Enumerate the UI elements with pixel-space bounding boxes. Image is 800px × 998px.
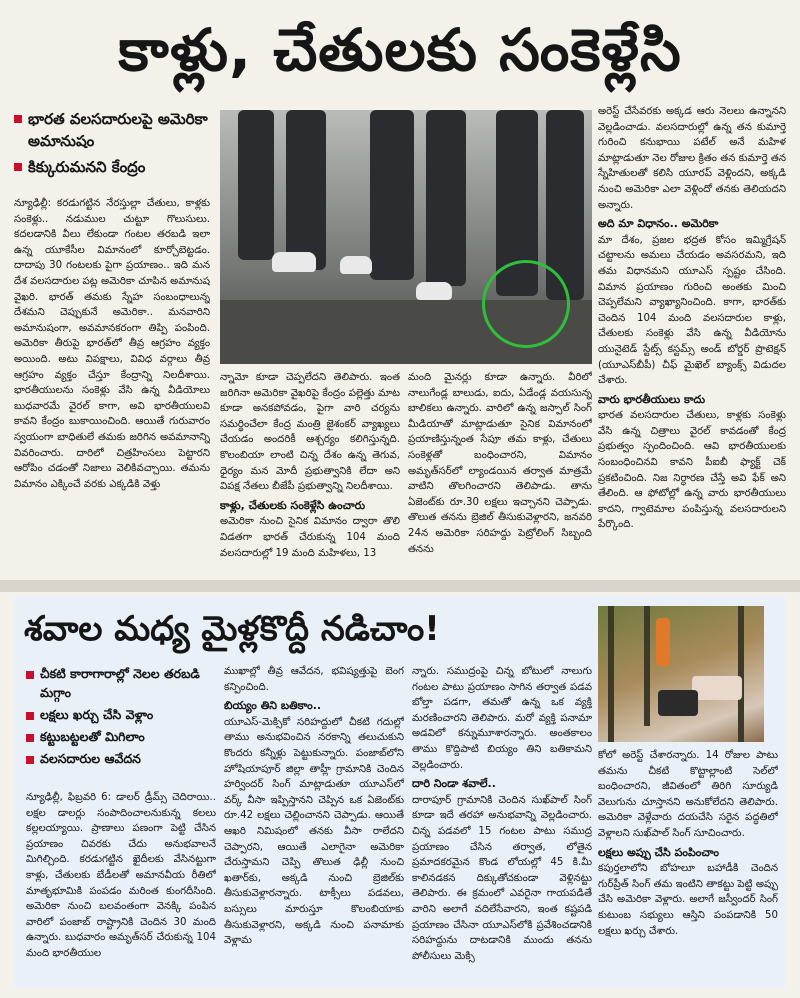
story1-column-3 <box>408 370 592 574</box>
photo-person <box>692 676 742 700</box>
bullet-text: వలసదారుల ఆవేదన <box>40 751 141 766</box>
photo-person <box>656 618 670 666</box>
subheading: బియ్యం తిని బతికాం.. <box>224 699 322 713</box>
highlight-circle <box>482 260 570 348</box>
bullet-item <box>26 727 216 746</box>
paragraph: న్నామో కూడా చెప్పలేదని తెలిపారు. ఇంత జరిగినా అమెరికా వైఖరిపై కేంద్రం పల్లెత్తు మాట కూడా అనకపోవడం, పైగా వారి చర్యను సమర్థించేలా కేంద్ర మంత్రి జైశంకర్ వ్యాఖ్యలు చేయడం అందరికీ ఆశ్చర్యం కలిగిస్తున్నది. కొలంబియా లాంటి చిన్న దేశం ఉన్న తెగువ, ధైర్యం మన మోదీ ప్రభుత్వానికి లేదా అని విపక్ష నేతలు బీజేపీ ప్రభుత్వాన్ని నిలదీశాయి. <box>220 372 400 493</box>
paragraph: దారాపూర్ గ్రామానికి చెందిన సుఖ్‌పాల్ సింగ్ కూడా ఇదే తరహా అనుభవాన్ని వెల్లడించారు. చిన్న పడవలో 15 గంటల పాటు సముద్ర ప్రయాణం చేసిన తర్వాత, లోతైన ప్రమాదకరమైన కొండ లోయల్లో 45 కి.మీ కాలినడకన దిక్కుతోచకుండా వెళ్లినట్టు తెలిపారు. ఈ క్రమంలో ఎవరైనా గాయపడితే వారిని అలాగే వదిలేసేవారని, ఇంత కష్టపడి ప్రయాణం చేసినా యూఎస్‌లోకి ప్రవేశించడానికి సరిహద్దును దాటడానికి ముందు తనను పోలీసులు మెక్సి <box>412 794 592 962</box>
photo-leg <box>426 110 466 286</box>
bullet-text: లక్షలు ఖర్చు చేసి వెళ్లాం <box>40 707 154 722</box>
bullet-square-icon <box>14 163 22 171</box>
story2-column-4 <box>598 748 778 982</box>
photo-leg <box>238 110 274 260</box>
bullet-square-icon <box>26 756 34 764</box>
bullet-item <box>26 664 216 702</box>
photo-tree <box>738 606 744 742</box>
section-divider <box>0 580 800 592</box>
bullet-item <box>14 108 210 152</box>
story2-column-2 <box>224 664 404 982</box>
paragraph: కోలో అరెస్ట్ చేశారన్నారు. 14 రోజుల పాటు తమను చీకటి కొట్టాల్లాంటి సెల్‌లో బంధించారని, జీవితంలో తిరిగి సూర్యుడి వెలుగును చూస్తానని అనుకోలేదని తెలిపారు. అమెరికా వెళ్లేవారు దయచేసి సరైన పద్ధతిలో వెళ్లాలని సుఖ్‌పాల్ సింగ్ సూచించారు. <box>598 750 778 839</box>
bullet-text: చీకటి కారాగారాల్లో నెలల తరబడి మగ్గాం <box>40 666 200 700</box>
migrants-shackled-photo <box>220 110 592 364</box>
paragraph: అరెస్ట్ చేసేవరకు అక్కడ ఆరు నెలలు ఉన్నానని వెల్లడించాడు. వలసదారుల్లో ఉన్న తన కుమార్తె గురించి కనుభాయి పటేల్ అనే మహిళ మాట్లాడుతూ నెల రోజుల క్రితం తన కుమార్తె తన స్నేహితులతో కలిసి యూరప్ వెళ్లిందని, అక్కడి నుంచి అమెరికా ఎలా వెళ్లిందో తనకు తెలియదని అన్నారు. <box>598 106 786 211</box>
photo-tree <box>644 606 650 726</box>
paragraph: ముఖాల్లో తీవ్ర ఆవేదన, భవిష్యత్తుపై బెంగ కన్పించింది. <box>224 666 404 693</box>
story1-column-4 <box>598 104 786 574</box>
subheading: లక్షలు అప్పు చేసి పంపించాం <box>598 845 719 859</box>
paragraph: యూఎస్-మెక్సికో సరిహద్దులో చీకటి గదుల్లో తాము అనుభవించిన నరకాన్ని తలుచుకుని కొందరు కన్నీళ్లు పెట్టుకున్నారు. పంజాబ్‌లోని హోషియాపూర్ జిల్లా తాహ్లీ గ్రామానికి చెందిన హర్విందర్ సింగ్ మాట్లాడుతూ యూఎస్‌లో వర్క్ వీసా ఇప్పిస్తానని చెప్పిన ఒక ఏజెంట్‌కు రూ.42 లక్షలు చెల్లించానని చెప్పాడు. ఆయితే ఆఖరి నిమిషంలో తనకు వీసా రాలేదని చెప్పారని, ఆయితే ఎలాగైనా అమెరికా చేరుస్తామని చెప్పి తొలుత ఢిల్లీ నుంచి ఖతార్‌కు, అక్కడి నుంచి బ్రెజిల్‌కు తీసుకువెళ్లారన్నారు. టాక్సీలు పడవలు, బస్సులు మారుస్తూ కొలంబియాకు తీసుకువెళ్లారని, అక్కడి నుంచి పనామాకు వెళ్లామ <box>224 716 404 947</box>
bullet-item <box>14 156 210 178</box>
story2-column-1 <box>26 790 216 982</box>
bullet-text: భారత వలసదారులపై అమెరికా అమానుషం <box>28 110 208 150</box>
paragraph: మంది మైనర్లు కూడా ఉన్నారు. వీరిలో నాలుగేండ్ల బాలుడు, ఐదు, ఏడేండ్ల వయసున్న బాలికలు ఉన్నారు. వారిలో ఉన్న జస్పాల్ సింగ్ మీడియాతో మాట్లాడుతూ సైనిక విమానంలో ప్రయాణిస్తున్నంత సేపూ తమ కాళ్లు, చేతులు సంకెళ్లతో బంధించారని, విమానం అమృత్‌సర్‌లో ల్యాండయిన తర్వాత మాత్రమే వాటిని తొలగించారని తెలిపాడు. తాను ఏజెంట్‌కు రూ.30 లక్షలు ఇచ్చానని చెప్పాడు. తొలుత తనను బ్రెజిల్ తీసుకువెళ్లారని, జనవరి 24న అమెరికా సరిహద్దు పెట్రోలింగ్ సిబ్బంది తనను <box>408 372 592 555</box>
paragraph: న్నారు. సముద్రంపై చిన్న బోటులో నాలుగు గంటల పాటు ప్రయాణం సాగిన తర్వాత పడవ బోల్తా పడగా, తమతో ఉన్న ఒక వ్యక్తి మరణించారని తెలిపారు. మరో వ్యక్తి పనామా అడవిలో కన్నుమూశారన్నారు. అంతకాలం తాము కొద్దిపాటి బియ్యం తిని బతికామని వెల్లడించారు. <box>412 666 592 771</box>
subheading: అది మా విధానం.. అమెరికా <box>598 217 719 231</box>
bullet-square-icon <box>26 671 34 679</box>
bullet-item <box>26 705 216 724</box>
forest-migrants-photo <box>598 606 764 742</box>
photo-shoe <box>272 252 316 272</box>
photo-tree <box>608 606 614 742</box>
bullet-square-icon <box>14 115 22 123</box>
story2-column-3 <box>412 664 592 982</box>
bullet-square-icon <box>26 734 34 742</box>
bullet-item <box>26 749 216 768</box>
photo-leg <box>370 110 414 280</box>
photo-leg <box>286 110 326 270</box>
bullet-square-icon <box>26 712 34 720</box>
photo-backpack <box>658 690 698 716</box>
story2-bullets <box>26 664 216 771</box>
paragraph: మా దేశం, ప్రజల భద్రత కోసం ఇమ్మిగ్రేషన్ చట్టాలను అమలు చేయడం అవసరమని, ఇది తమ విధానమని యూఎస్ స్పష్టం చేసింది. విమాన ప్రయాణం గురించి అంతకు మించి చెప్పలేమని వ్యాఖ్యానించింది. కాగా, భారత్‌కు చెందిన 104 మంది వలసదారుల కాళ్లు, చేతులకు సంకెళ్లు వేసి ఉన్న వీడియోను యునైటెడ్ స్టేట్స్ కస్టమ్స్ అండ్ బోర్డర్ ప్రొటెక్షన్ (యూఎస్‌బీపీ) చీఫ్ మైఖెల్ బ్యాంక్స్ విడుదల చేశారు. <box>598 234 786 387</box>
bullet-text: కిక్కురుమనని కేంద్రం <box>28 158 146 176</box>
main-headline: కాళ్లు, చేతులకు సంకెళ్లేసి <box>118 16 682 84</box>
photo-shoe <box>340 256 372 274</box>
subheading: వారు భారతీయులు కాదు <box>598 392 706 406</box>
subheading: కాళ్లు, చేతులకు సంకెళ్లేసి ఉంచారు <box>220 498 366 512</box>
headline-bullets <box>14 108 210 182</box>
photo-shoe <box>416 282 452 300</box>
paragraph: అమెరికా నుంచి సైనిక విమానం ద్వారా తొలి విడతగా భారత్ చేరుకున్న 104 మంది వలసదారుల్లో 19 మంది మహిళలు, 13 <box>220 516 400 559</box>
story2-headline: శవాల మధ్య మైళ్లకొద్దీ నడిచాం! <box>24 609 440 649</box>
paragraph: న్యూఢిల్లీ, ఫిబ్రవరి 6: డాలర్ డ్రీమ్స్ చెదిరాయి.. లక్షల డాలర్లు సంపాదించాలనుకున్న కలలు కల్లలయ్యాయి. ప్రాణాలు పణంగా పెట్టి చేసిన ప్రయాణం చివరకు చేదు అనుభవాలనే మిగిల్చింది. కరడుగట్టిన ఖైదీలకు వేసినట్టుగా కాళ్లు, చేతులకు బేడీలతో అమానవీయ రీతిలో మాతృభూమికి పంపడం మరింత కుంగదీసింది. అమెరికా నుంచి బలవంతంగా వెనక్కి పంపిన వారిలో పంజాబ్ రాష్ట్రానికి చెందిన 30 మంది ఉన్నారు. బుధవారం అమృత్‌సర్ చేరుకున్న 104 మంది భారతీయుల <box>26 792 216 959</box>
story1-column-2 <box>220 370 400 574</box>
story1-column-1 <box>14 196 210 574</box>
paragraph: న్యూఢిల్లీ: కరడుగట్టిన నేరస్తుల్లా చేతులు, కాళ్లకు సంకెళ్లు.. నడుముల చుట్టూ గొలుసులు. కదలడానికి వీలు లేకుండా గంటల తరబడి ఇలా ఉన్న యూకేసీల విమానంలో కూర్చోబెట్టడం. దాదాపు 30 గంటలకు పైగా ప్రయాణం.. ఇది మన దేశ వలసదారుల పట్ల అమెరికా చూపిన అమానుష వైఖరి. భారత్ తమకు స్నేహ సంబంధాలున్న దేశమని చెప్పుకునే అమెరికా.. మనవారిని అమానుషంగా, అవమానకరంగా తిప్పి పంపింది. అమెరికా తీరుపై భారత్‌లో తీవ్ర ఆగ్రహం వ్యక్తం అయింది. అటు విపక్షాలు, వివిధ వర్గాలు తీవ్ర ఆగ్రహం వ్యక్తం చేస్తూ కేంద్రాన్ని నిలదీశాయి. భారతీయులను సంకెళ్లు వేసి ఉన్న వీడియోలు బుధవారమే వైరల్ కాగా, అవి భారతీయులవి కావని కేంద్రం బుకాయించింది. ఆయితే గురువారం స్వయంగా బాధితులే తమకు జరిగిన అవమానాన్ని వివరించారు. దారిలో చిత్రహింసలు పెట్టారని ఆరోపిం చడంతో నిజాలు వెలికివచ్చాయి. తమను విమానం ఎక్కించే వరకు ఎక్కడికి వెళ్తు <box>14 198 210 490</box>
bullet-text: కట్టుబట్టలతో మిగిలాం <box>40 729 145 744</box>
paragraph: కపుర్తలాలోని బోహలూ బహాడీకి చెందిన గుర్‌ప్రీత్ సింగ్ తమ ఇంటిని తాకట్టు పెట్టి అప్పు చేసి అమెరికా వెళ్లారు. అలాగే జస్వీందర్ సింగ్ కుటుంబ సభ్యులు ఆస్తిని పంపడానికి 50 లక్షలు ఖర్చు చేశారు. <box>598 863 778 937</box>
subheading: దారి నిండా శవాలే.. <box>412 777 496 791</box>
paragraph: భారత వలసదారుల చేతులు, కాళ్లకు సంకెళ్లు వేసి ఉన్న చిత్రాలు వైరల్ కావడంతో కేంద్ర ప్రభుత్వం స్పందించింది. ఆవి భారతీయులకు సంబంధించినవి కావని పీఐబీ ఫ్యాక్ట్ చెక్ ప్రకటించింది. నిజ నిర్ధారణ చేస్తే అవి ఫేక్ అని తేలింది. ఆ ఫోటోల్లో ఉన్న వారు భారతీయులు కాదని, గ్వాటెమాల పంపిస్తున్న వలసదారులని పేర్కొంది. <box>598 410 786 531</box>
